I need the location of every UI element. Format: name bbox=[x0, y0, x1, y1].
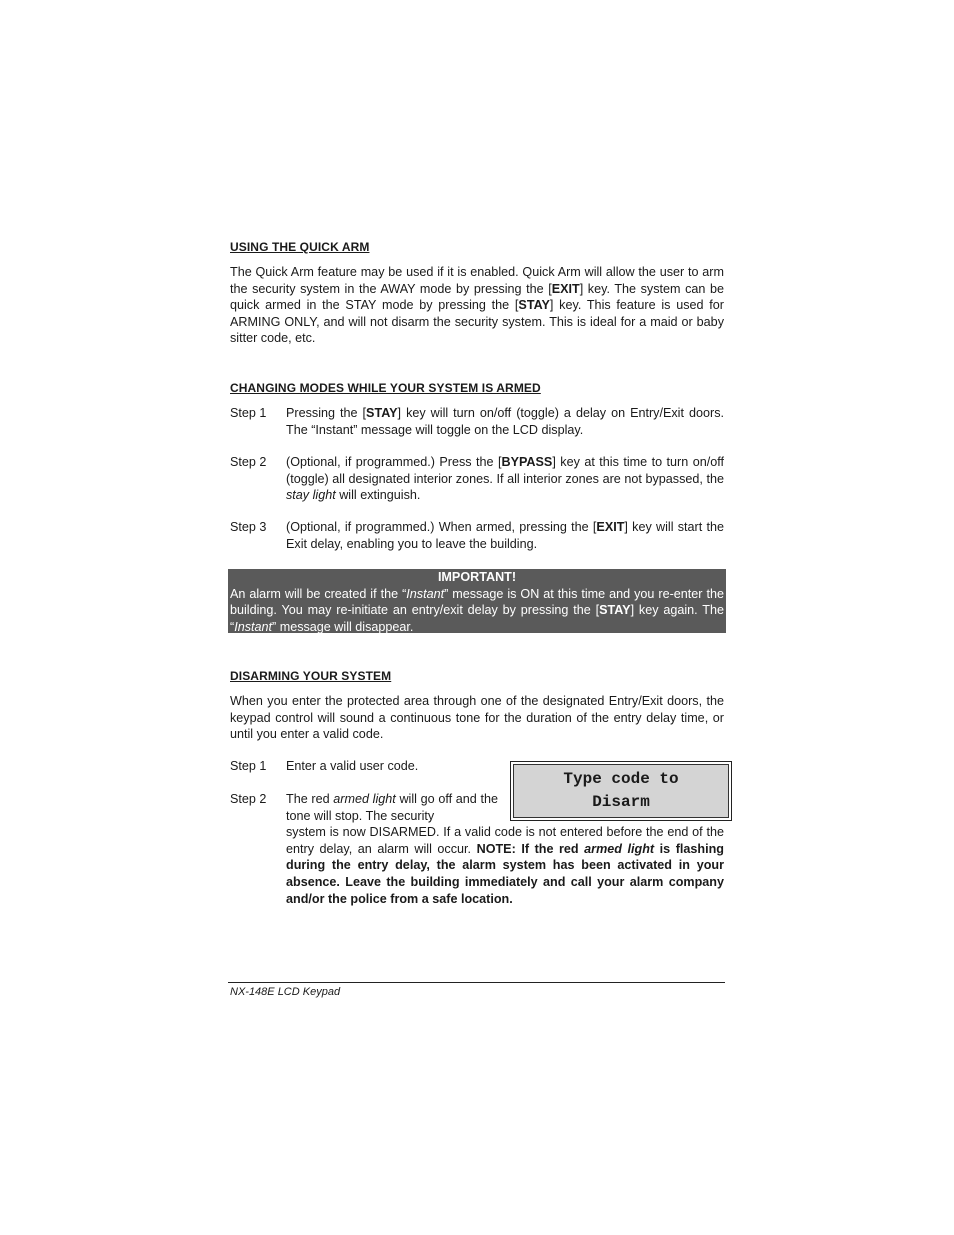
step-text: (Optional, if programmed.) Press the [BYPASS] key at this time to turn on/off (toggle) all designated interior zones. If all interior zones are not bypassed, the stay light will extinguish. bbox=[286, 455, 724, 503]
footer-divider bbox=[228, 982, 725, 983]
lcd-line-1: Type code to bbox=[563, 770, 679, 788]
step-label: Step 2 bbox=[230, 792, 267, 806]
disarming-intro: When you enter the protected area through one of the designated Entry/Exit doors, the keypad control will sound a continuous tone for the duration of the entry delay time, or until you enter a valid code. bbox=[230, 694, 724, 742]
heading-changing-modes: CHANGING MODES WHILE YOUR SYSTEM IS ARMED bbox=[230, 381, 541, 395]
changing-modes-step-1 bbox=[230, 405, 724, 438]
step-text: (Optional, if programmed.) When armed, pressing the [EXIT] key will start the Exit delay, enabling you to leave the building. bbox=[286, 520, 724, 551]
step-text: Enter a valid user code. bbox=[286, 759, 419, 773]
heading-quick-arm: USING THE QUICK ARM bbox=[230, 240, 370, 254]
important-body: An alarm will be created if the “Instant” message is ON at this time and you re-enter the building. You may re-initiate an entry/exit delay by pressing the [STAY] key again. The “Instant” message will disappear. bbox=[230, 586, 724, 634]
footer-title: NX-148E LCD Keypad bbox=[230, 986, 341, 998]
lcd-line-2: Disarm bbox=[592, 793, 650, 811]
stay-key-label: STAY bbox=[518, 298, 550, 313]
step-label: Step 2 bbox=[230, 455, 267, 469]
quick-arm-paragraph: The Quick Arm feature may be used if it is enabled. Quick Arm will allow the user to arm the security system in the AWAY mode by pressing the [EXIT] key. The system can be quick armed in the STAY mode by pressing the [STAY] key. This feature is used for ARMING ONLY, and will not disarm the security system. This is ideal for a maid or baby sitter code, etc. bbox=[230, 265, 724, 346]
step-text-continued: system is now DISARMED. If a valid code is not entered before the end of the entry delay, an alarm will occur. NOTE: If the red armed light is flashing during the entry delay, the alarm system has been activated in your absence. Leave the building immediately and call your alarm company and/or the police from a safe location. bbox=[286, 825, 724, 906]
step-text: Pressing the [STAY] key will turn on/off (toggle) a delay on Entry/Exit doors. The “Instant” message will toggle on the LCD display. bbox=[286, 406, 724, 437]
changing-modes-step-3 bbox=[230, 519, 724, 552]
important-title: IMPORTANT! bbox=[437, 570, 517, 584]
important-notice-box bbox=[228, 569, 726, 633]
armed-light-term: armed light bbox=[333, 792, 396, 806]
disarming-step-1 bbox=[230, 758, 500, 775]
stay-key-label: STAY bbox=[599, 603, 631, 618]
bypass-key-label: BYPASS bbox=[501, 455, 553, 469]
warning-note: NOTE: If the red armed light is flashing during the entry delay, the alarm system has been activated in your absence. Leave the building immediately and call your alarm company and/or the police from a safe location. bbox=[286, 841, 724, 906]
exit-key-label: EXIT bbox=[596, 520, 625, 534]
heading-disarming: DISARMING YOUR SYSTEM bbox=[230, 669, 392, 683]
disarming-step-2 bbox=[230, 791, 724, 907]
step-label: Step 1 bbox=[230, 406, 267, 420]
step-text-beside-lcd: The red armed light will go off and the tone will stop. The security bbox=[286, 792, 498, 823]
changing-modes-step-2 bbox=[230, 454, 724, 504]
exit-key-label: EXIT bbox=[551, 281, 580, 296]
step-label: Step 1 bbox=[230, 759, 267, 773]
stay-light-term: stay light bbox=[286, 488, 336, 503]
stay-key-label: STAY bbox=[366, 406, 398, 420]
step-label: Step 3 bbox=[230, 520, 267, 534]
